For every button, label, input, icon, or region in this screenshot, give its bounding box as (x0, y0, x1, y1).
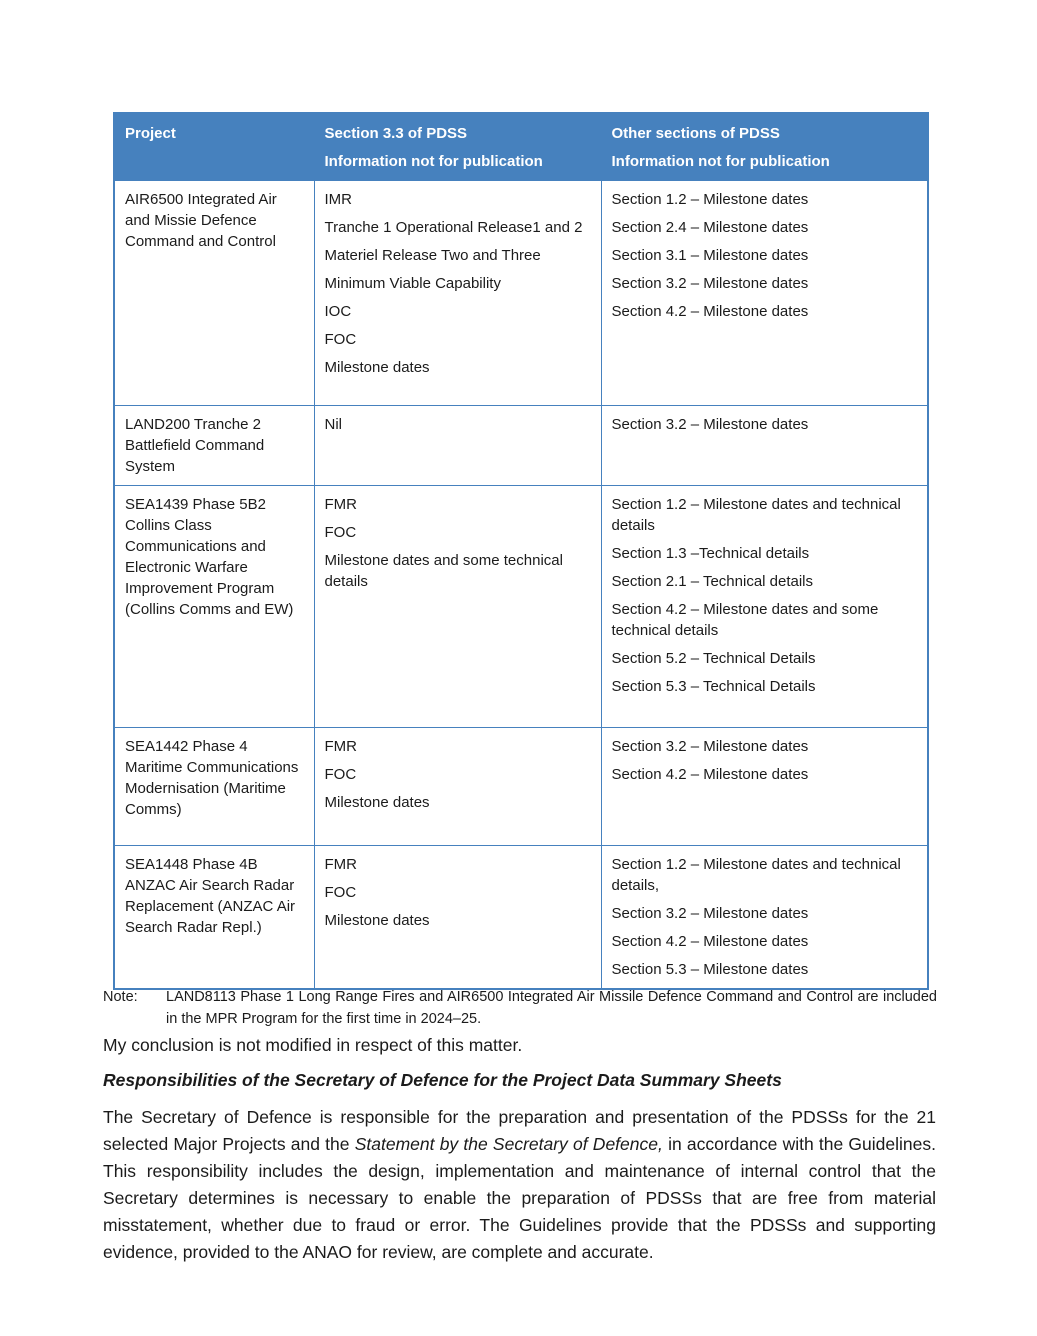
cell-item: Milestone dates (324, 912, 430, 929)
project-cell (114, 486, 314, 728)
cell-item: Section 3.1 – Milestone dates (611, 247, 809, 264)
cell-item: Section 5.3 – Milestone dates (611, 961, 809, 978)
paragraph-italic-text: Statement by the Secretary of Defence, (354, 1134, 663, 1154)
cell-item: Minimum Viable Capability (324, 275, 501, 292)
table-row-sea1448 (114, 846, 928, 990)
cell-item: Section 1.2 – Milestone dates and technical details, (611, 856, 901, 894)
cell-item: Milestone dates and some technical details (324, 552, 563, 590)
cell-item: Section 3.2 – Milestone dates (611, 905, 809, 922)
cell-item: Section 4.2 – Milestone dates and some technical details (611, 601, 879, 639)
project-cell (114, 846, 314, 990)
cell-item: Materiel Release Two and Three (324, 247, 541, 264)
cell-item: Nil (324, 416, 342, 433)
table-row-air6500 (114, 181, 928, 406)
section-heading: Responsibilities of the Secretary of Defence for the Project Data Summary Sheets (103, 1070, 782, 1090)
conclusion-text: My conclusion is not modified in respect of this matter. (103, 1035, 523, 1055)
cell-item: FMR (324, 856, 357, 873)
other-sections-cell (601, 728, 928, 846)
project-name: AIR6500 Integrated Air and Missie Defence Command and Control (125, 191, 277, 250)
col-header-subtitle: Information not for publication (611, 153, 830, 170)
cell-item: Section 3.2 – Milestone dates (611, 416, 809, 433)
cell-item: Section 5.3 – Technical Details (611, 678, 816, 695)
body-paragraph (103, 1104, 936, 1266)
cell-item: FOC (324, 766, 357, 783)
cell-item: Section 1.2 – Milestone dates and technical details (611, 496, 901, 534)
section33-cell (314, 181, 601, 406)
paragraph-text: in accordance with the Guidelines. This responsibility includes the design, implementation and maintenance of internal control that the Secretary determines is necessary to enable the preparation of PDSSs that are free from material misstatement, whether due to fraud or error. The Guidelines provide that the PDSSs and supporting evidence, provided to the ANAO for review, are complete and accurate. (103, 1134, 936, 1262)
cell-item: Section 2.1 – Technical details (611, 573, 814, 590)
cell-item: FMR (324, 496, 357, 513)
cell-item: IMR (324, 191, 352, 208)
cell-item: FOC (324, 884, 357, 901)
col-header-title: Other sections of PDSS (611, 125, 780, 142)
project-cell (114, 181, 314, 406)
cell-item: Milestone dates (324, 794, 430, 811)
cell-item: Section 3.2 – Milestone dates (611, 738, 809, 755)
table-note (103, 986, 937, 1030)
other-sections-cell (601, 406, 928, 486)
project-name: SEA1448 Phase 4B ANZAC Air Search Radar Replacement (ANZAC Air Search Radar Repl.) (125, 856, 296, 936)
cell-item: Tranche 1 Operational Release1 and 2 (324, 219, 583, 236)
project-name: LAND200 Tranche 2 Battlefield Command System (125, 416, 265, 475)
table-row-sea1439 (114, 486, 928, 728)
cell-item: Section 4.2 – Milestone dates (611, 766, 809, 783)
section33-cell (314, 486, 601, 728)
note-text: LAND8113 Phase 1 Long Range Fires and AIR6500 Integrated Air Missile Defence Command and Control are included in the MPR Program for the first time in 2024–25. (166, 989, 937, 1027)
col-header-title: Section 3.3 of PDSS (324, 125, 468, 142)
table-header-row (114, 113, 928, 181)
table-row-land200 (114, 406, 928, 486)
cell-item: Section 3.2 – Milestone dates (611, 275, 809, 292)
project-name: SEA1439 Phase 5B2 Collins Class Communications and Electronic Warfare Improvement Program (Collins Comms and EW) (125, 496, 294, 618)
section33-cell (314, 406, 601, 486)
cell-item: Section 4.2 – Milestone dates (611, 933, 809, 950)
cell-item: Section 5.2 – Technical Details (611, 650, 816, 667)
note-label: Note: (103, 989, 138, 1005)
col-header-other-sections (601, 113, 928, 181)
col-header-section33 (314, 113, 601, 181)
col-header-subtitle: Information not for publication (324, 153, 543, 170)
other-sections-cell (601, 486, 928, 728)
cell-item: Section 2.4 – Milestone dates (611, 219, 809, 236)
other-sections-cell (601, 846, 928, 990)
other-sections-cell (601, 181, 928, 406)
pdss-table-container (113, 112, 929, 990)
pdss-table (113, 112, 929, 990)
cell-item: FOC (324, 331, 357, 348)
section33-cell (314, 846, 601, 990)
cell-item: Milestone dates (324, 359, 430, 376)
paragraph-text: The Secretary of Defence is responsible for the preparation and presentation of the PDSSs for the 21 selected Major Projects and the (103, 1107, 936, 1154)
cell-item: FMR (324, 738, 357, 755)
section33-cell (314, 728, 601, 846)
cell-item: FOC (324, 524, 357, 541)
col-header-project (114, 113, 314, 181)
cell-item: Section 1.2 – Milestone dates (611, 191, 809, 208)
project-cell (114, 406, 314, 486)
cell-item: Section 4.2 – Milestone dates (611, 303, 809, 320)
project-name: SEA1442 Phase 4 Maritime Communications Modernisation (Maritime Comms) (125, 738, 299, 818)
cell-item: IOC (324, 303, 352, 320)
project-cell (114, 728, 314, 846)
col-header-title: Project (125, 125, 176, 142)
cell-item: Section 1.3 –Technical details (611, 545, 810, 562)
table-row-sea1442 (114, 728, 928, 846)
